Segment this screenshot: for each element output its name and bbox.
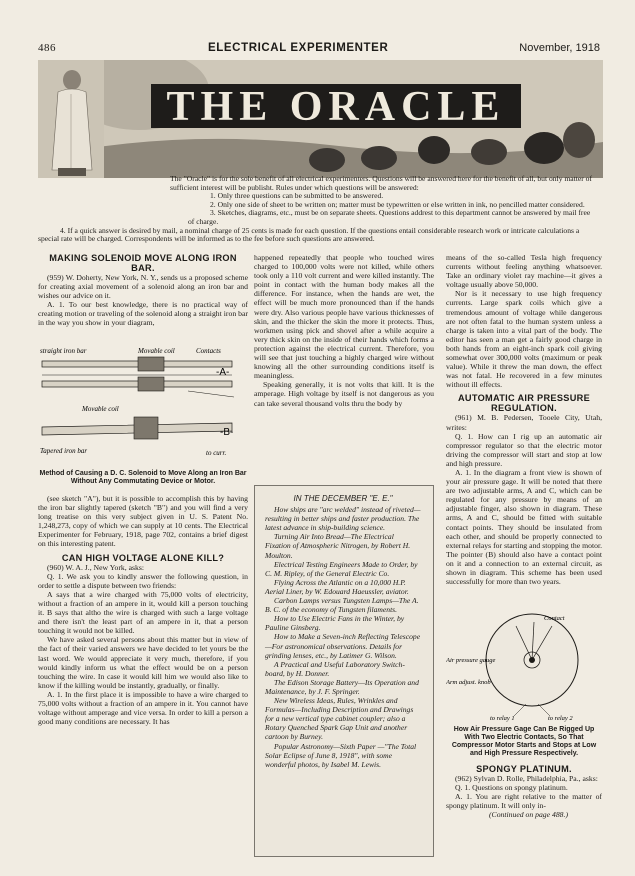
paragraph: Q. 1. How can I rig up an automatic air compressor regulator so that the electric motor driving the compressor will start and stop at low and high pressure. [446, 431, 602, 468]
paragraph: happened repeatedly that people who touched wires charged to 100,000 volts were not killed, while others took only a 110 volt current and were killed instantly. The point in contact with the human body makes all the difference. For instance, when the hands are wet, the effect will be much more pronounced than if the hands were dry. Also various people have various thicknesses of skin, and the thicker the skin the more it protects. Thus, workmen using pick and shovel after a while acquire a very thick skin on the inside of their hands which forms a protection against the electrical current. Therefore, you will see that just touching a highly charged wire without knowing all the other surrounding conditions itself is meaningless. [254, 253, 434, 381]
column-1-cont [38, 470, 248, 726]
paragraph: (961) M. B. Pedersen, Tooele City, Utah, writes: [446, 413, 602, 432]
paragraph: We have asked several persons about this matter but in view of the fact of their varied answers we have decided to let yours be the last word. We would appreciate it very much, therefore, if you would kindly inform us what the effect would be on a person touching the wire. In case it would kill him we would also like to know if the killing would be instantly, gradually, or finally. [38, 635, 248, 690]
rule-3: 3. Sketches, diagrams, etc., must be on separate sheets. Questions addrest to this department cannot be answered by mail free of charge. [188, 208, 591, 226]
paragraph: A. 1. In the first place it is impossible to have a wire charged to 75,000 volts without a fraction of an ampere in it. You cannot have voltage without amperage and vice versa. In order to kill a person a good many conditions are necessary. It has [38, 689, 248, 727]
fig-label-arm: Arm adjust. knob [446, 679, 491, 686]
page-number: 486 [38, 42, 56, 54]
paragraph: A. 1. To our best knowledge, there is no practical way of creating motion or traveling of the solenoid along a straight iron bar in the way you show in your diagram, [38, 300, 248, 328]
rule-1: 1. Only three questions can be submitted to be answered. [210, 191, 384, 201]
paragraph: (960) W. A. J., New York, asks: [47, 562, 144, 572]
box-item: New Wireless Ideas, Rules, Wrinkles and Formulas—Including Description and Drawings for a new vertical type cabinet coupler; also a Rotary Quenched Spark Gap Unit and another cartoon by Burney. [265, 696, 414, 742]
fig-label-to-current: to curr. [206, 449, 227, 457]
december-box-title: IN THE DECEMBER "E. E." [293, 494, 393, 503]
paragraph: Nor is it necessary to use high frequency currents. Large spark coils which give a tremendous amount of voltage while dangerous are not often fatal to the human system unless a charge is taken into a vital part of the body. The editor has seen a man get a fairly good charge in both hands from an eight-inch spark coil giving somewhat over 300,000 volts (maximum or peak value). While it threw the man down, the effect was not fatal. He recovered in a few minutes without ill effects. [446, 289, 602, 390]
fig-label-tapered-bar: Tapered iron bar [40, 447, 88, 455]
box-item: Electrical Testing Engineers Made to Order, by C. M. Ripley, of the General Electric Co. [265, 559, 418, 578]
fig-label-relay-2: to relay 2 [548, 715, 573, 722]
issue-date: November, 1918 [519, 42, 600, 54]
box-item: Popular Astronomy—Sixth Paper —"The Total Solar Eclipse of June 8, 1918", with some wonderful photos, by Isabel M. Lewis. [265, 741, 417, 769]
paragraph: A. 1. You are right relative to the matter of spongy platinum. It will only in- [446, 792, 602, 811]
solenoid-figure-caption: Method of Causing a D. C. Solenoid to Move Along an Iron Bar Without Any Commutating Device or Motor. [39, 470, 247, 485]
fig-label-contact: Contact [544, 615, 565, 622]
section-heading-high-voltage: CAN HIGH VOLTAGE ALONE KILL? [61, 552, 225, 563]
fig-label-b: -B- [220, 427, 234, 438]
air-pressure-gauge-figure [446, 612, 602, 722]
fig-label-a: -A- [216, 367, 230, 378]
section-heading-air-pressure: AUTOMATIC AIR PRESSURE REGULATION. [458, 393, 590, 414]
rule-4: 4. If a quick answer is desired by mail, a nominal charge of 25 cents is made for each question. If the questions entail considerable research work or intricate calculations a special rate will be charged. Correspondents will be informed as to the fee before such questions are answered. [38, 225, 580, 244]
magazine-title: ELECTRICAL EXPERIMENTER [208, 42, 389, 54]
column-1 [38, 253, 248, 328]
box-item: Flying Across the Atlantic on a 10,000 H.P. Aerial Liner, by W. Edouard Haeussler, aviator. [265, 577, 409, 596]
box-item: A Practical and Useful Laboratory Switch-board, by H. Donner. [265, 659, 405, 678]
fig-label-contacts: Contacts [196, 347, 221, 355]
banner-title: THE ORACLE [166, 84, 506, 130]
continued-note: (Continued on page 488.) [489, 810, 568, 820]
paragraph: A says that a wire charged with 75,000 volts of electricity, without a fraction of an ampere in it, would kill a person touching it. B says that altho the wire is charged with such a large voltage and there isn't the least part of an ampere in it, that a person touching it would not be killed. [38, 589, 248, 636]
box-item: Turning Air Into Bread—The Electrical Fixation of Atmospheric Nitrogen, by Robert H. Moulton. [265, 532, 411, 560]
paragraph: (959) W. Doherty, New York, N. Y., sends us a proposed scheme for creating axial movement of a solenoid along an iron bar and wishes our advice on it. [38, 273, 248, 301]
running-header [38, 42, 598, 56]
paragraph: means of the so-called Tesla high frequency currents without feeling anything whatsoever. Take an ordinary violet ray machine—it gives a voltage usually above 50,000. [446, 253, 602, 290]
column-2 [254, 253, 434, 408]
oracle-figure-illustration [38, 60, 104, 178]
section-heading-solenoid: MAKING SOLENOID MOVE ALONG IRON BAR. [49, 253, 237, 273]
rule-2: 2. Only one side of sheet to be written on; matter must be typewritten or else written in ink, no pencilled matter considered. [210, 199, 585, 209]
rules-intro: The "Oracle" is for the sole benefit of all electrical experimenters. Questions will be answered here for the benefit of all, but only matter of sufficient interest will be publisht. Rules under which questions will be answered: [170, 174, 593, 192]
movable-coil-b [134, 417, 158, 439]
movable-coil-a [138, 357, 164, 371]
fig-label-straight-bar: straight iron bar [40, 347, 87, 355]
box-item: The Edison Storage Battery—Its Operation and Maintenance, by J. F. Springer. [265, 677, 419, 696]
box-item: How to Make a Seven-inch Reflecting Telescope—For astronomical observations. Details for grinding lenses, etc., by Latimer G. Wilson. [265, 632, 421, 660]
paragraph: Q. 1. We ask you to kindly answer the following question, in order to settle a dispute between two friends: [38, 571, 248, 590]
section-heading-spongy-platinum: SPONGY PLATINUM. [476, 764, 572, 774]
straight-iron-bar [42, 361, 232, 367]
box-item: How ships are "arc welded" instead of riveted—resulting in better ships and faster production. The latest advance in ship-building science. [265, 505, 421, 533]
december-contents-box [254, 485, 434, 857]
oracle-rules [38, 175, 598, 244]
december-contents [265, 494, 421, 769]
paragraph: Speaking generally, it is not volts that kill. It is the amperage. High voltage by itself is not dangerous as you can take several thousand volts thru the body by [254, 380, 434, 408]
box-item: Carbon Lamps versus Tungsten Lamps—The A. B. C. of the economy of Tungsten filaments. [265, 596, 419, 615]
box-item: How to Use Electric Fans in the Winter, by Pauline Ginsberg. [265, 614, 405, 633]
gauge-figure-caption: How Air Pressure Gage Can Be Rigged Up With Two Electric Contacts, So That Compressor Motor Starts and Stops at Low and High Pressure Respectively. [451, 726, 597, 757]
column-3-cont [446, 726, 602, 819]
paragraph: (962) Sylvan D. Rolle, Philadelphia, Pa., asks: [455, 774, 598, 783]
fig-label-movable-coil: Movable coil [138, 347, 175, 355]
solenoid-figure [38, 345, 252, 467]
fig-label-movable-coil-b: Movable coil [82, 405, 119, 413]
fig-label-relay-1: to relay 1 [490, 715, 515, 722]
paragraph: Q. 1. Questions on spongy platinum. [455, 783, 568, 793]
oracle-banner [79, 60, 603, 178]
paragraph: A. 1. In the diagram a front view is shown of your air pressure gage. It will be noted that there are two adjustable arms, A and C, which can be regulated for any pressure by means of an adjustable finger, also shown in diagram. These arms, A and C, should be fitted with suitable contact points. They should be insulated from each other, and should be properly connected to external relays for starting and stopping the motor. The pointer (B) should also have a contact point on it and a connection to an external circuit, as shown in diagram. This scheme has been used successfully for more than two years. [446, 467, 602, 587]
paragraph: (see sketch "A"), but it is possible to accomplish this by having the iron bar slightly tapered (sketch "B") and you will find a very long treatise on this very subject given in U. S. Patent No. 1,248,273, copy of which we can supply at 10 cents. The Electrical Experimenter for February, 1918, page 702, contains a brief digest on this interesting patent. [38, 494, 248, 549]
oracle-banner-illustration [79, 60, 603, 178]
fig-label-gauge: Air pressure gauge [446, 657, 496, 664]
column-3 [446, 253, 602, 586]
